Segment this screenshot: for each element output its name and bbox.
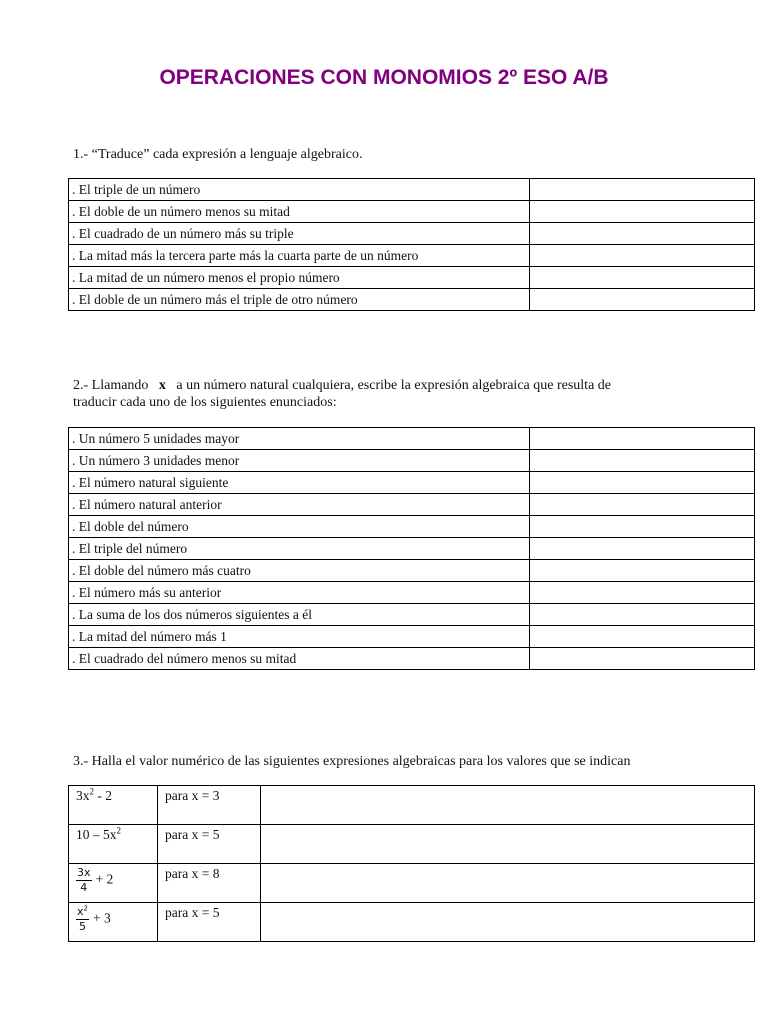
q3-prompt: 3.- Halla el valor numérico de las siguientes expresiones algebraicas para los valores que se indican <box>73 754 631 769</box>
table-row <box>69 825 755 864</box>
table-row <box>69 516 755 538</box>
q2-answer-cell[interactable] <box>530 450 755 472</box>
q3-expression: $3x^2 - 2$ <box>69 786 158 825</box>
q1-answer-cell[interactable] <box>530 201 755 223</box>
table-row <box>69 267 755 289</box>
fraction: $\frac{3x}{4}$ <box>77 866 91 894</box>
q1-answer-cell[interactable] <box>530 245 755 267</box>
q2-answer-cell[interactable] <box>530 648 755 670</box>
q2-statement: . El número natural siguiente <box>69 472 530 494</box>
q2-statement: . El triple del número <box>69 538 530 560</box>
table-row <box>69 494 755 516</box>
q1-table <box>68 178 755 311</box>
table-row <box>69 472 755 494</box>
table-row <box>69 179 755 201</box>
q2-answer-cell[interactable] <box>530 516 755 538</box>
table-row <box>69 626 755 648</box>
q2-statement: . Un número 3 unidades menor <box>69 450 530 472</box>
q2-statement: . El doble del número más cuatro <box>69 560 530 582</box>
q3-expression: $\frac{x^2}{5}$ + 3 <box>69 903 158 942</box>
table-row <box>69 450 755 472</box>
table-row <box>69 201 755 223</box>
q1-statement: . La mitad más la tercera parte más la cuarta parte de un número <box>69 245 530 267</box>
q2-prompt-end: traducir cada uno de los siguientes enunciados: <box>73 395 337 410</box>
table-row <box>69 786 755 825</box>
q1-answer-cell[interactable] <box>530 223 755 245</box>
q1-statement: . El cuadrado de un número más su triple <box>69 223 530 245</box>
table-row <box>69 582 755 604</box>
table-row <box>69 903 755 942</box>
q2-prompt-start: 2.- Llamando <box>73 378 149 393</box>
q3-value: para x = 5 <box>158 825 261 864</box>
q1-prompt: 1.- “Traduce” cada expresión a lenguaje algebraico. <box>73 147 363 162</box>
page-title: OPERACIONES CON MONOMIOS 2º ESO A/B <box>159 66 609 89</box>
q3-answer-cell[interactable] <box>261 864 755 903</box>
q2-answer-cell[interactable] <box>530 472 755 494</box>
table-row <box>69 245 755 267</box>
q3-value: para x = 5 <box>158 903 261 942</box>
q1-statement: . La mitad de un número menos el propio número <box>69 267 530 289</box>
fraction: $\frac{x^2}{5}$ <box>77 904 88 933</box>
q3-expression: $\frac{3x}{4}$ + 2 <box>69 864 158 903</box>
q3-value: para x = 3 <box>158 786 261 825</box>
q3-answer-cell[interactable] <box>261 786 755 825</box>
q1-statement: . El doble de un número más el triple de otro número <box>69 289 530 311</box>
q3-table <box>68 785 755 942</box>
table-row <box>69 864 755 903</box>
q2-answer-cell[interactable] <box>530 582 755 604</box>
q2-answer-cell[interactable] <box>530 560 755 582</box>
q3-value: para x = 8 <box>158 864 261 903</box>
q2-statement: . El cuadrado del número menos su mitad <box>69 648 530 670</box>
q2-table <box>68 427 755 670</box>
q3-expression: $10 - 5x^2$ <box>69 825 158 864</box>
q1-statement: . El doble de un número menos su mitad <box>69 201 530 223</box>
q2-statement: . El número natural anterior <box>69 494 530 516</box>
q2-answer-cell[interactable] <box>530 494 755 516</box>
table-row <box>69 604 755 626</box>
q1-answer-cell[interactable] <box>530 289 755 311</box>
q2-answer-cell[interactable] <box>530 626 755 648</box>
table-row <box>69 428 755 450</box>
q2-statement: . El número más su anterior <box>69 582 530 604</box>
q2-answer-cell[interactable] <box>530 604 755 626</box>
table-row <box>69 289 755 311</box>
table-row <box>69 538 755 560</box>
q2-answer-cell[interactable] <box>530 538 755 560</box>
q1-answer-cell[interactable] <box>530 179 755 201</box>
q1-answer-cell[interactable] <box>530 267 755 289</box>
q2-statement: . La suma de los dos números siguientes a él <box>69 604 530 626</box>
table-row <box>69 223 755 245</box>
q3-answer-cell[interactable] <box>261 825 755 864</box>
q2-variable: x <box>158 378 166 393</box>
table-row <box>69 560 755 582</box>
q2-answer-cell[interactable] <box>530 428 755 450</box>
q2-prompt <box>73 377 611 411</box>
table-row <box>69 648 755 670</box>
q2-prompt-middle: a un número natural cualquiera, escribe la expresión algebraica que resulta de <box>176 378 611 393</box>
q2-statement: . Un número 5 unidades mayor <box>69 428 530 450</box>
q3-answer-cell[interactable] <box>261 903 755 942</box>
q2-statement: . El doble del número <box>69 516 530 538</box>
q1-statement: . El triple de un número <box>69 179 530 201</box>
q2-statement: . La mitad del número más 1 <box>69 626 530 648</box>
